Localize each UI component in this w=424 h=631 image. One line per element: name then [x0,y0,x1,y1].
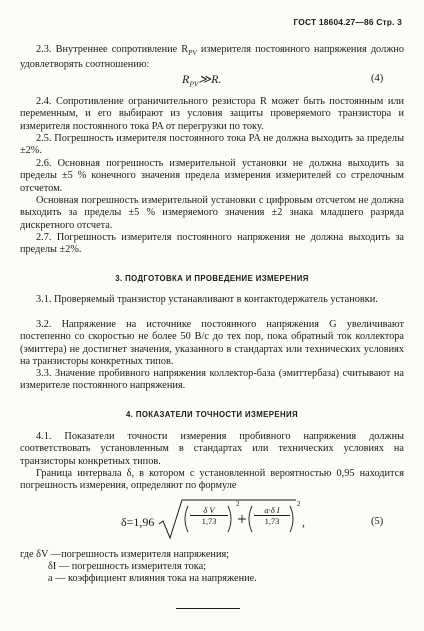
paragraph-2-6: 2.6. Основная погрешность измерительной установки не должна выходить за пределы ±5 % конечного значения предела измерения измерителей со стрелочным отсчетом. [20,158,404,194]
paragraph-4-1b: Граница интервала δ, в котором с установленной вероятностью 0,95 находится погрешность измерения, определяют по формуле [20,468,404,492]
exponent-2: 2 [297,500,301,508]
fraction-2-numerator: a·δ I [254,505,290,516]
equation-number-4: (4) [371,73,384,84]
exponent-1: 2 [236,500,240,508]
section-4-heading: 4. ПОКАЗАТЕЛИ ТОЧНОСТИ ИЗМЕРЕНИЯ [125,410,299,419]
paragraph-2-7: 2.7. Погрешность измерителя постоянного напряжения не должна выходить за пределы ±2%. [20,232,404,256]
section-3-heading: 3. ПОДГОТОВКА И ПРОВЕДЕНИЕ ИЗМЕРЕНИЯ [115,274,309,283]
paragraph-2-6b: Основная погрешность измерительной установки с цифровым отсчетом не должна выходить за пределы ±5 % измеряемого значения ±2 знака младшего разряда дискретного отсчета. [20,195,404,231]
fraction-1 [190,505,228,526]
paragraph-4-1: 4.1. Показатели точности измерения пробивного напряжения должны соответствовать установленным в стандартах или технических условиях на транзисторы конкретных типов. [20,431,404,467]
formula-5-comma: , [302,515,305,529]
legend-line-3: a — коэффициент влияния тока на напряжение. [48,573,257,584]
p2-3-sub: PV [188,49,197,58]
formula-4-rel: ≫R. [198,72,222,86]
fraction-2 [254,505,290,526]
formula-4-sub: PV [189,79,199,89]
paragraph-2-3 [20,44,404,72]
formula-4 [182,72,221,88]
equation-number-5: (5) [371,516,384,527]
paragraph-3-3: 3.3. Значение пробивного напряжения коллектор-база (эмиттербаза) считывают на измерителе постоянного напряжения. [20,368,404,392]
p2-3-text: 2.3. Внутреннее сопротивление R [36,44,189,55]
formula-5-lhs: δ=1,96 [121,515,155,529]
fraction-2-denominator: 1,73 [264,516,280,526]
legend-line-1: где δV —погрешность измерителя напряжения; [20,549,230,560]
fraction-1-numerator: δ V [190,505,228,516]
legend-line-2: δI — погрешность измерителя тока; [48,561,206,572]
fraction-1-denominator: 1,73 [201,516,217,526]
p2-3-tail: измерителя постоянного напряжения должно удовлетворять соотношению: [20,44,404,71]
paragraph-2-5: 2.5. Погрешность измерителя постоянного тока PA не должна выходить за пределы ±2%. [20,133,404,157]
paragraph-3-2: 3.2. Напряжение на источнике постоянного напряжения G увеличивают постепенно со скоростью не более 50 В/с до тех пор, пока обратный ток коллектора (эмиттера) не достигнет значения, указанного в стандартах или технических условиях на транзисторы конкретных типов. [20,319,404,367]
paragraph-2-4: 2.4. Сопротивление ограничительного резистора R может быть постоянным или переменным, и его выбирают из условия защиты проверяемого транзистора и измерителя постоянного тока PA от перегрузки по току. [20,96,404,132]
formula-4-r: R [182,72,190,86]
paragraph-3-1: 3.1. Проверяемый транзистор устанавливают в контактодержатель установки. [36,294,378,305]
page-header: ГОСТ 18604.27—86 Стр. 3 [293,17,402,27]
end-rule [176,608,240,609]
